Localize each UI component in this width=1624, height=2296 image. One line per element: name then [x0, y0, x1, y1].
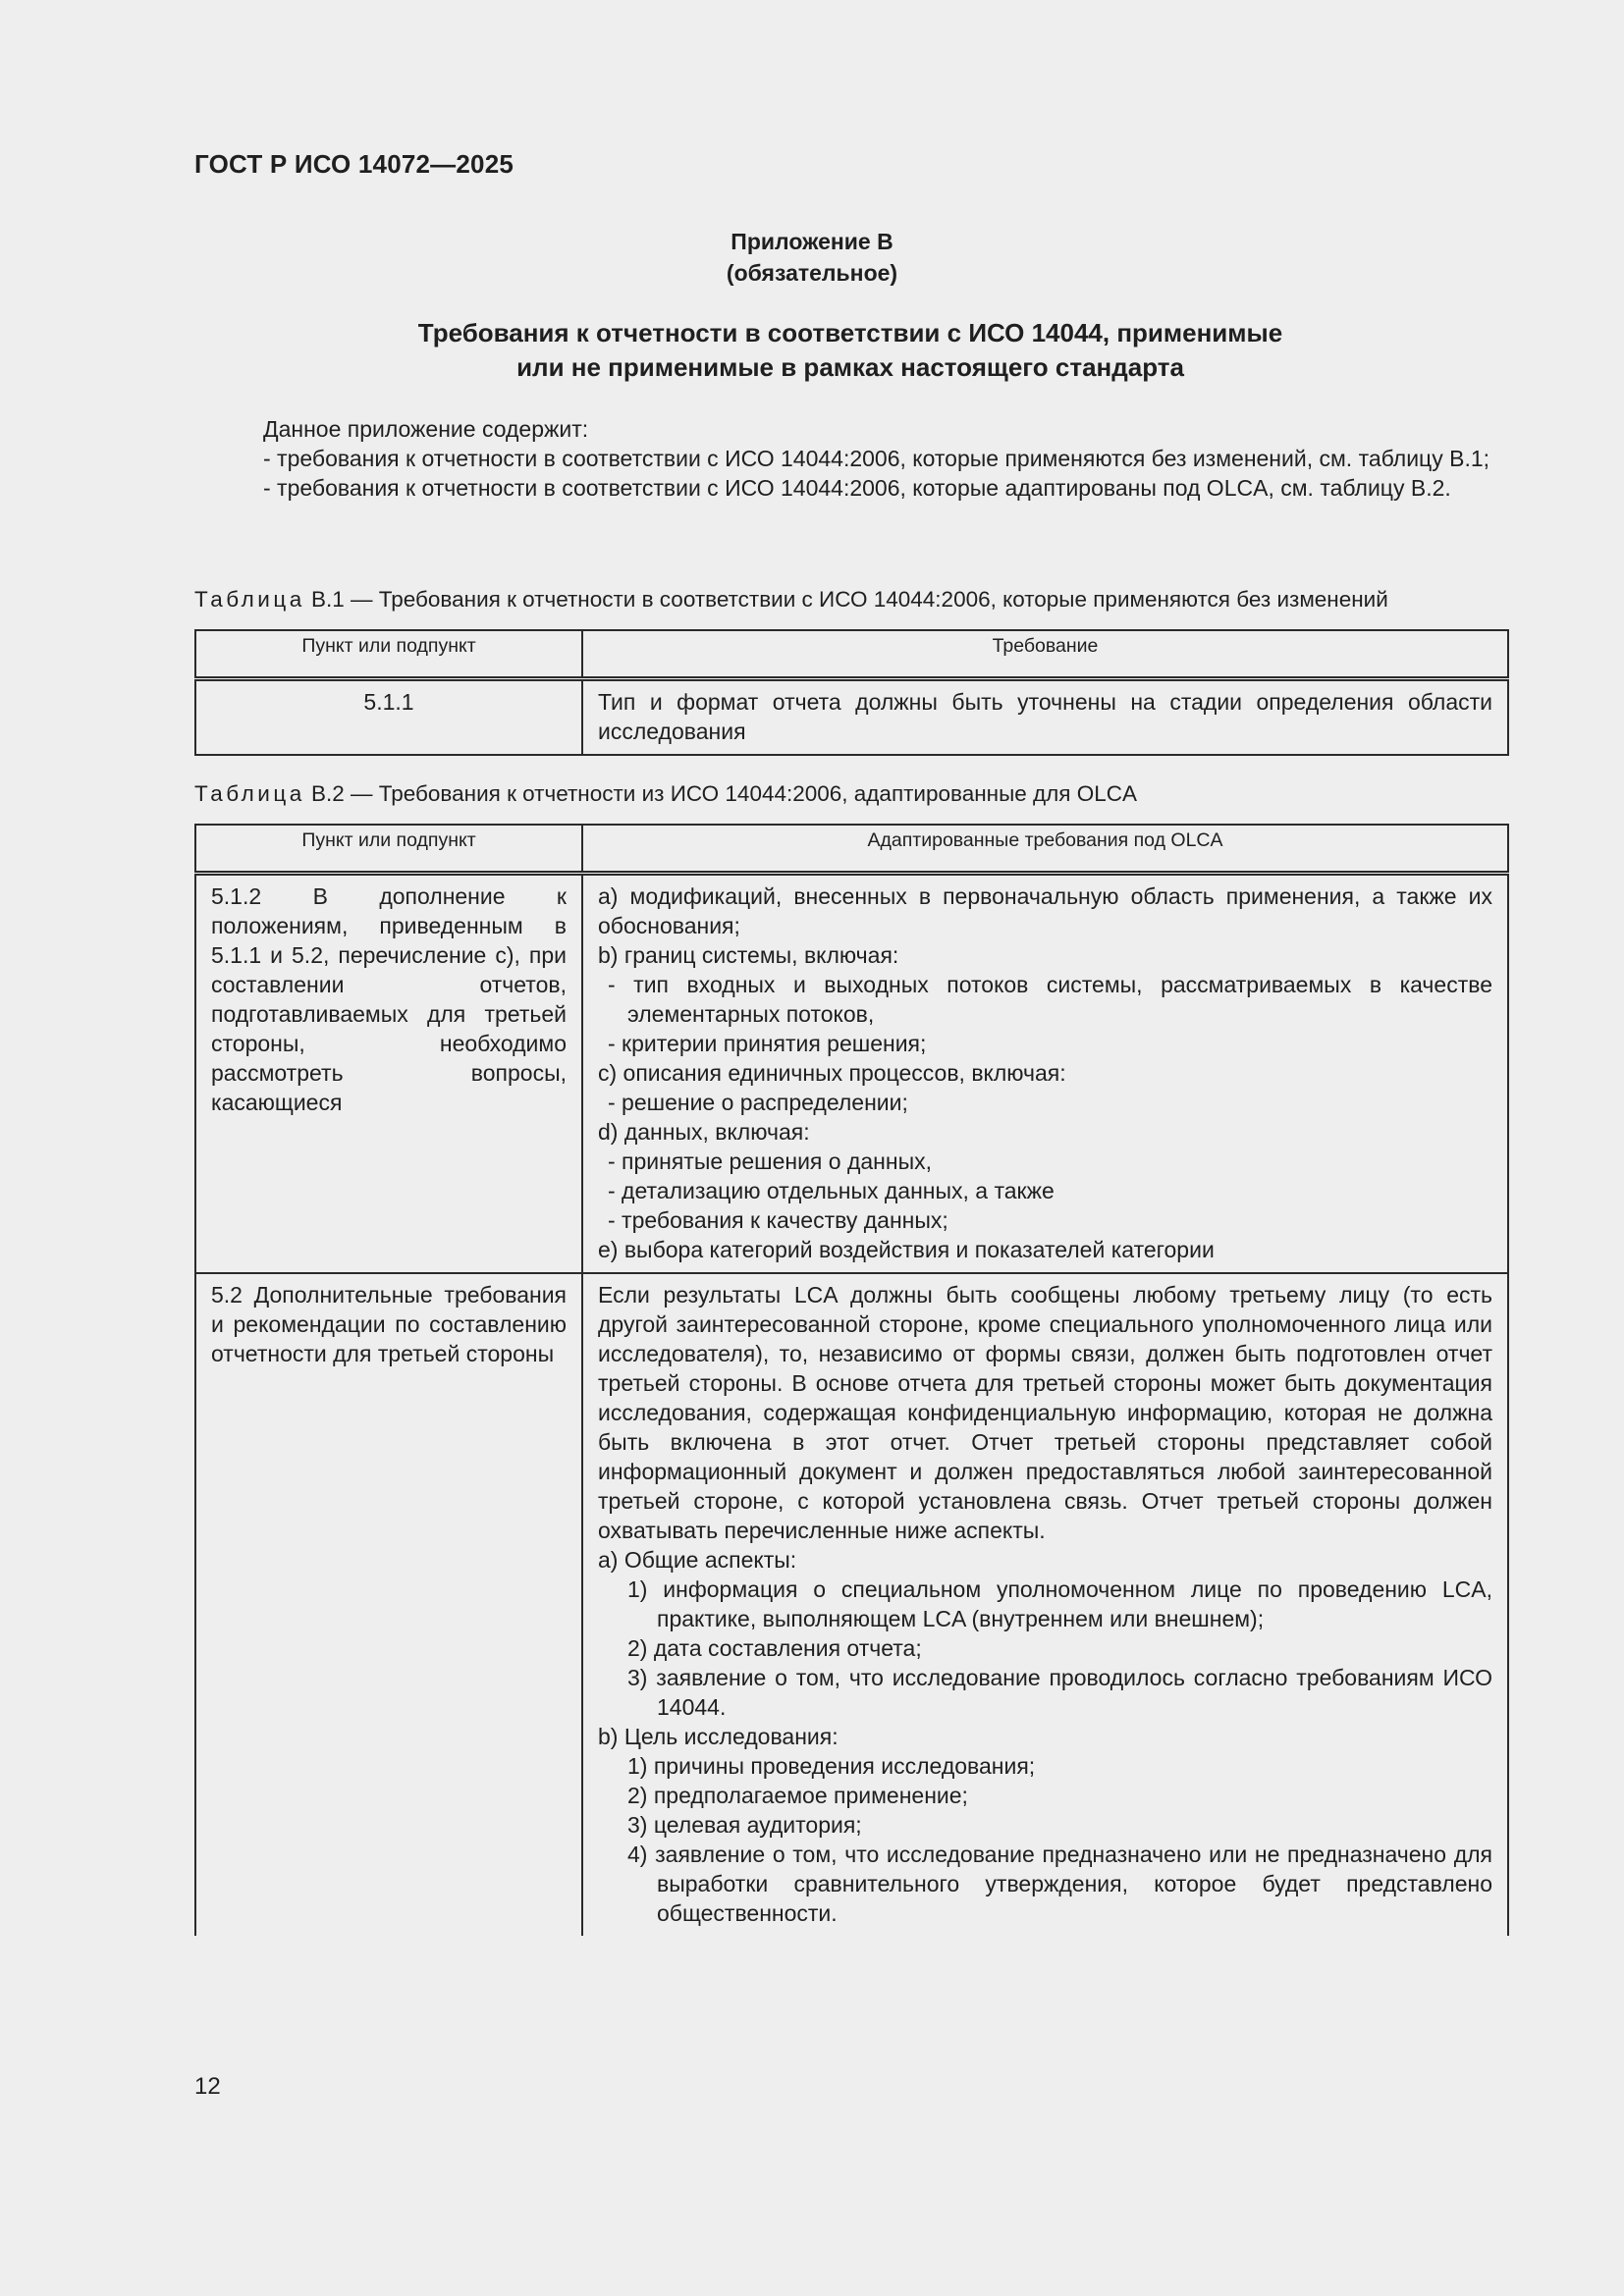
table2-row1-text [582, 874, 1508, 1274]
list-item: - критерии принятия решения; [608, 1031, 927, 1056]
table2-row1-clause: 5.1.2 В дополнение к положениям, приведенным в 5.1.1 и 5.2, перечисление с), при составлении отчетов, подготавливаемых для третьей стороны, необходимо рассмотреть вопросы, касающиеся [195, 874, 582, 1274]
list-item: d) данных, включая: [598, 1119, 810, 1145]
list-item: c) описания единичных процессов, включая: [598, 1060, 1066, 1086]
table2-col-clause: Пункт или подпункт [195, 825, 582, 874]
list-item: 1) причины проведения исследования; [627, 1753, 1036, 1779]
list-item: 2) дата составления отчета; [627, 1635, 922, 1661]
list-item: - тип входных и выходных потоков системы, рассматриваемых в качестве элементарных потоков, [608, 972, 1492, 1027]
table1-row-clause: 5.1.1 [195, 679, 582, 756]
table2-col-requirement: Адаптированные требования под OLCA [582, 825, 1508, 874]
table1-caption-label: Таблица [194, 587, 305, 612]
standard-code: ГОСТ Р ИСО 14072—2025 [194, 149, 514, 179]
table1 [194, 629, 1509, 756]
list-item: 3) целевая аудитория; [627, 1812, 862, 1838]
list-item: b) Цель исследования: [598, 1724, 839, 1749]
list-item: b) границ системы, включая: [598, 942, 899, 968]
table1-col-clause: Пункт или подпункт [195, 630, 582, 679]
list-item: 4) заявление о том, что исследование предназначено или не предназначено для выработки сравнительного утверждения, которое будет представлено общественности. [627, 1842, 1492, 1926]
annex-title-line-2: или не применимые в рамках настоящего стандарта [516, 352, 1184, 382]
table2-header-row [195, 825, 1508, 874]
annex-heading [0, 226, 1624, 289]
annex-title-line-1: Требования к отчетности в соответствии с ИСО 14044, применимые [417, 318, 1283, 347]
list-item: a) модификаций, внесенных в первоначальную область применения, а также их обоснования; [598, 883, 1492, 938]
intro-item-2: - требования к отчетности в соответствии с ИСО 14044:2006, которые адаптированы под OLCA, см. таблицу B.2. [263, 475, 1451, 501]
table2-caption [194, 781, 1137, 807]
annex-status: (обязательное) [726, 260, 898, 286]
table1-col-requirement: Требование [582, 630, 1508, 679]
list-item: e) выбора категорий воздействия и показателей категории [598, 1237, 1215, 1262]
table2-caption-text: B.2 — Требования к отчетности из ИСО 14044:2006, адаптированные для OLCA [311, 781, 1137, 806]
list-item: - принятые решения о данных, [608, 1148, 932, 1174]
list-item: - требования к качеству данных; [608, 1207, 948, 1233]
annex-label: Приложение B [731, 229, 893, 254]
table2-caption-label: Таблица [194, 781, 305, 806]
list-item: a) Общие аспекты: [598, 1547, 797, 1573]
table-row [195, 1273, 1508, 1936]
table-row [195, 874, 1508, 1274]
table-row [195, 679, 1508, 756]
table1-caption [194, 587, 1388, 613]
table1-header-row [195, 630, 1508, 679]
intro-text [194, 414, 1508, 503]
table2-row2-text [582, 1273, 1508, 1936]
list-item: - решение о распределении; [608, 1090, 908, 1115]
intro-item-1: - требования к отчетности в соответствии с ИСО 14044:2006, которые применяются без изменений, см. таблицу B.1; [263, 446, 1490, 471]
list-item: 3) заявление о том, что исследование проводилось согласно требованиям ИСО 14044. [627, 1665, 1492, 1720]
list-item: 1) информация о специальном уполномоченном лице по проведению LCA, практике, выполняющем LCA (внутреннем или внешнем); [627, 1576, 1492, 1631]
table2-row2-paragraph: Если результаты LCA должны быть сообщены любому третьему лицу (то есть другой заинтересованной стороне, кроме специального уполномоченного лица или исследователя), то, независимо от формы связи, должен быть подготовлен отчет третьей стороны. В основе отчета для третьей стороны может быть документация исследования, содержащая конфиденциальную информацию, которая не должна быть включена в этот отчет. Отчет третьей стороны представляет собой информационный документ и должен предоставляться любой заинтересованной третьей стороне, с которой установлена связь. Отчет третьей стороны должен охватывать перечисленные ниже аспекты. [598, 1282, 1492, 1543]
table2-row2-clause: 5.2 Дополнительные требования и рекомендации по составлению отчетности для третьей стороны [195, 1273, 582, 1936]
page-number: 12 [194, 2073, 221, 2100]
list-item: 2) предполагаемое применение; [627, 1783, 968, 1808]
intro-lead: Данное приложение содержит: [263, 416, 589, 442]
table2 [194, 824, 1509, 1936]
annex-title [0, 316, 1624, 385]
table1-row-text: Тип и формат отчета должны быть уточнены на стадии определения области исследования [582, 679, 1508, 756]
table1-caption-text: B.1 — Требования к отчетности в соответствии с ИСО 14044:2006, которые применяются без изменений [311, 587, 1388, 612]
list-item: - детализацию отдельных данных, а также [608, 1178, 1055, 1203]
